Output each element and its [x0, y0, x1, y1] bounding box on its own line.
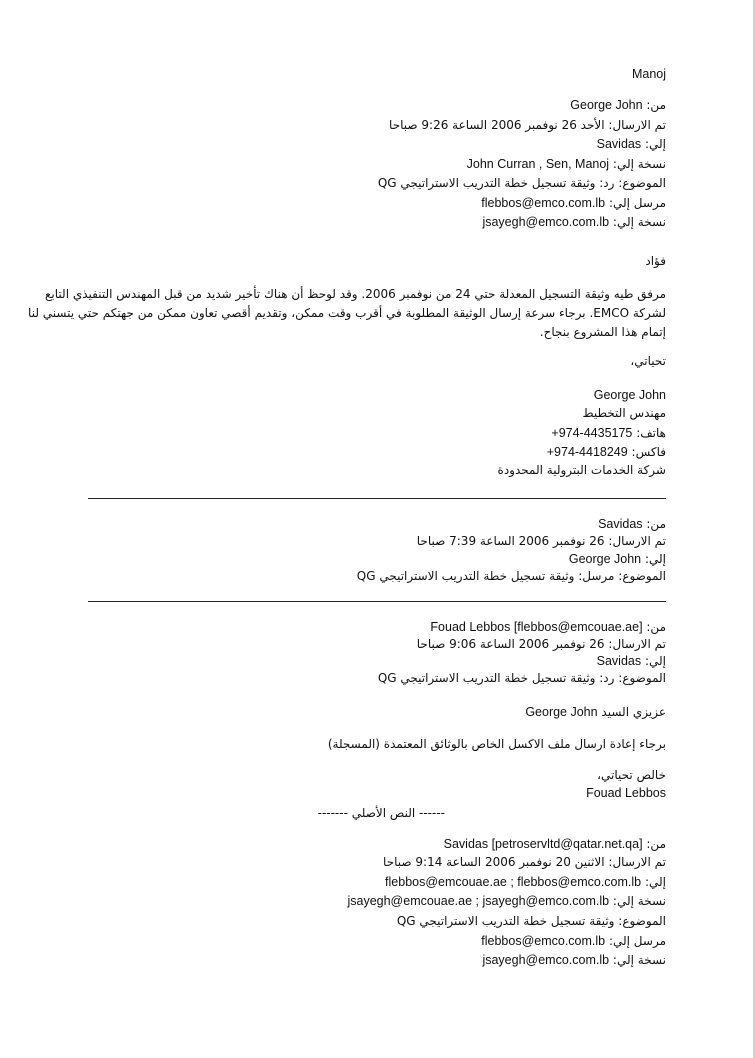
email1-closing: تحياتي،	[630, 354, 666, 368]
email2-to	[569, 550, 666, 568]
email4-forwarded-to-value[interactable]: flebbos@emco.com.lb	[481, 934, 606, 948]
email4-from	[444, 835, 666, 853]
email1-cc	[467, 155, 666, 173]
signature-company: شركة الخدمات البترولية المحدودة	[497, 463, 666, 477]
from-label: من:	[646, 98, 666, 112]
email1-from	[570, 96, 666, 114]
email1-forwarded-to	[481, 194, 666, 212]
email4-from-value: Savidas [petroservltd@qatar.net.qa]	[443, 837, 643, 851]
email1-from-value: George John	[570, 98, 643, 112]
email3-signature: Fouad Lebbos	[586, 786, 666, 800]
divider	[88, 498, 666, 499]
sent-label: تم الارسال:	[608, 637, 666, 651]
email3-subject-value: رد: وثيقة تسجيل خطة التدريب الاستراتيجي QG	[377, 671, 615, 685]
email1-forwarded-cc-value[interactable]: jsayegh@emco.com.lb	[482, 215, 610, 229]
email1-sent-value: الأحد 26 نوفمبر 2006 الساعة 9:26 صباحا	[389, 118, 605, 132]
original-message-marker: ------ النص الأصلي -------	[317, 806, 445, 820]
cc-label: نسخة إلي:	[612, 215, 666, 229]
to-label: إلي:	[644, 875, 666, 889]
phone-value: +974-4435175	[551, 426, 633, 440]
email1-to	[597, 135, 666, 153]
recipient-name: Manoj	[631, 67, 666, 81]
email3-to	[597, 652, 666, 670]
email2-subject	[357, 567, 666, 585]
email3-greeting-prefix: عزيزي السيد	[601, 705, 666, 719]
cc-label: نسخة إلي:	[612, 953, 666, 967]
email1-greeting: فؤاد	[645, 254, 666, 268]
phone-label: هاتف:	[636, 426, 666, 440]
email2-to-value: George John	[568, 552, 642, 566]
sent-label: تم الارسال:	[608, 855, 666, 869]
email4-to-value[interactable]: flebbos@emcouae.ae ; flebbos@emco.com.lb	[385, 875, 642, 889]
subject-label: الموضوع:	[618, 914, 666, 928]
email3-sent	[417, 635, 666, 653]
email3-greeting	[525, 703, 666, 721]
email4-sent-value: الاثنين 20 نوفمبر 2006 الساعة 9:14 صباحا	[383, 855, 605, 869]
email1-cc-value: John Curran , Sen, Manoj	[466, 157, 610, 171]
to-label: إلي:	[644, 654, 666, 668]
fax-value: +974-4418249	[546, 445, 628, 459]
email1-body-line: لشركة EMCO. برجاء سرعة إرسال الوثيقة المطلوبة في أقرب وقت ممكن، وتقديم أقصي تعاون ممكن من جهتكم حتي يتسني لنا	[28, 306, 666, 320]
signature-name: George John	[593, 388, 666, 402]
email4-sent	[383, 853, 666, 871]
subject-label: الموضوع:	[618, 176, 666, 190]
email2-subject-value: مرسل: وثيقة تسجيل خطة التدريب الاستراتيجي QG	[356, 569, 615, 583]
forwarded-to-label: مرسل إلي:	[608, 196, 666, 210]
email3-from-value: Fouad Lebbos [flebbos@emcouae.ae]	[430, 620, 643, 634]
divider	[88, 601, 666, 602]
email4-cc	[347, 892, 666, 910]
signature-title: مهندس التخطيط	[582, 406, 666, 420]
email4-forwarded-cc	[482, 951, 666, 969]
email2-sent-value: 26 نوفمبر 2006 الساعة 7:39 صباحا	[416, 534, 605, 548]
signature-fax	[547, 443, 666, 461]
email2-from	[598, 515, 666, 533]
email1-body	[28, 285, 666, 342]
from-label: من:	[646, 620, 666, 634]
cc-label: نسخة إلي:	[612, 157, 666, 171]
cc-label: نسخة إلي:	[612, 894, 666, 908]
email1-body-line: إتمام هذا المشروع بنجاح.	[539, 325, 666, 339]
email4-forwarded-to	[481, 932, 666, 950]
subject-label: الموضوع:	[618, 671, 666, 685]
email1-forwarded-to-value[interactable]: flebbos@emco.com.lb	[481, 196, 606, 210]
email1-subject	[378, 174, 666, 192]
email3-body: برجاء إعادة ارسال ملف الاكسل الخاص بالوثائق المعتمدة (المسجلة)	[327, 737, 666, 751]
email3-greeting-name: George John	[525, 705, 598, 719]
email1-to-value: Savidas	[596, 137, 642, 151]
email3-subject	[378, 669, 666, 687]
email4-forwarded-cc-value[interactable]: jsayegh@emco.com.lb	[482, 953, 610, 967]
sent-label: تم الارسال:	[608, 534, 666, 548]
email1-forwarded-cc	[482, 213, 666, 231]
fax-label: فاكس:	[631, 445, 666, 459]
email1-subject-value: رد: وثيقة تسجيل خطة التدريب الاستراتيجي QG	[377, 176, 615, 190]
email4-cc-value[interactable]: jsayegh@emcouae.ae ; jsayegh@emco.com.lb	[347, 894, 610, 908]
email1-body-line: مرفق طيه وثيقة التسجيل المعدلة حتي 24 من نوفمبر 2006. وقد لوحظ أن هناك تأخير شديد من قبل المهندس التنفيذي التابع	[45, 287, 666, 301]
email4-to	[385, 873, 666, 891]
to-label: إلي:	[644, 137, 666, 151]
email4-subject-value: وثيقة تسجيل خطة التدريب الاستراتيجي QG	[396, 914, 615, 928]
email3-sent-value: 26 نوفمبر 2006 الساعة 9:06 صباحا	[416, 637, 605, 651]
sent-label: تم الارسال:	[608, 118, 666, 132]
signature-phone	[551, 424, 666, 442]
email3-closing: خالص تحياتي،	[597, 768, 666, 782]
email1-sent	[389, 116, 666, 134]
subject-label: الموضوع:	[618, 569, 666, 583]
from-label: من:	[646, 837, 666, 851]
email4-subject	[397, 912, 666, 930]
document-page	[28, 0, 666, 1058]
email3-to-value: Savidas	[596, 654, 642, 668]
email2-sent	[417, 532, 666, 550]
from-label: من:	[646, 517, 666, 531]
email3-from	[430, 618, 666, 636]
email2-from-value: Savidas	[598, 517, 643, 531]
forwarded-to-label: مرسل إلي:	[608, 934, 666, 948]
to-label: إلي:	[644, 552, 666, 566]
